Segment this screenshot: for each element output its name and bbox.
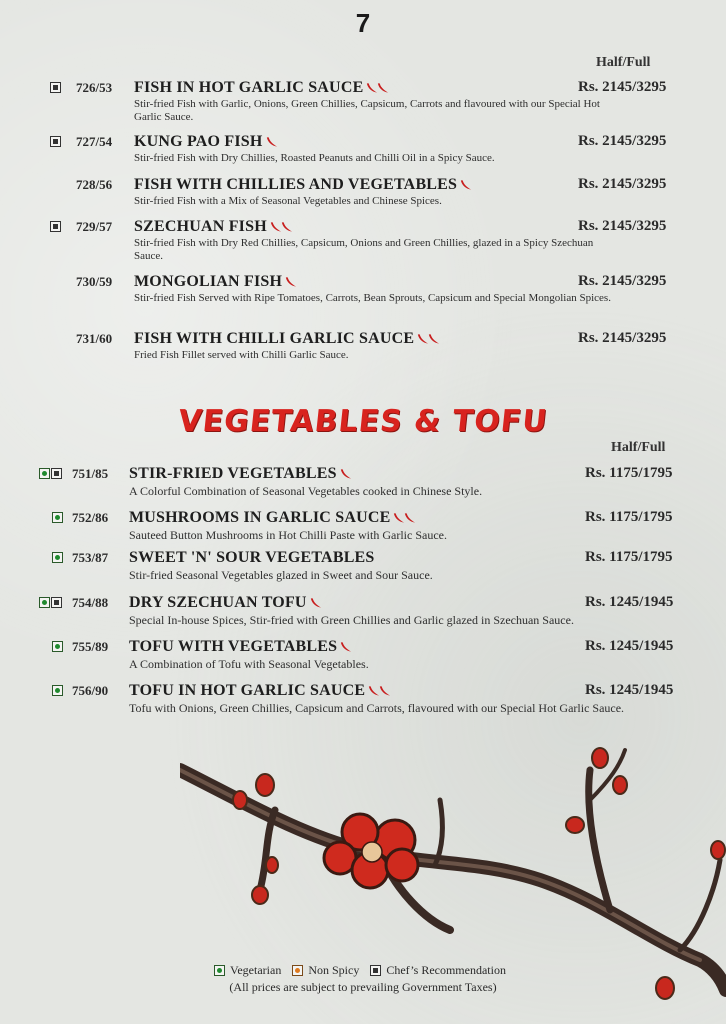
veg-half-full-header: Half/Full <box>611 440 666 455</box>
item-title: MONGOLIAN FISH <box>134 273 283 290</box>
item-price: Rs. 1175/1795 <box>585 465 673 481</box>
item-price: Rs. 1175/1795 <box>585 549 673 565</box>
item-price: Rs. 1175/1795 <box>585 509 673 525</box>
spicy-chili-icon <box>392 512 418 524</box>
item-description: Stir-fried Fish with Dry Chillies, Roasted Peanuts and Chilli Oil in a Spicy Sauce. <box>134 152 495 164</box>
item-code: 731/60 <box>76 331 113 346</box>
item-title: MUSHROOMS IN GARLIC SAUCE <box>129 509 391 526</box>
legend <box>0 963 726 995</box>
item-code: 727/54 <box>76 134 113 149</box>
spicy-chili-icon <box>284 276 298 288</box>
item-description: Fried Fish Fillet served with Chilli Garlic Sauce. <box>134 349 349 361</box>
item-price: Rs. 2145/3295 <box>578 176 667 192</box>
item-price: Rs. 1245/1945 <box>585 682 674 698</box>
item-description: Stir-fried Seasonal Vegetables glazed in Sweet and Sour Sauce. <box>129 568 433 582</box>
item-price: Rs. 2145/3295 <box>578 133 667 149</box>
vegetarian-icon <box>52 641 63 652</box>
item-code: 726/53 <box>76 80 113 95</box>
section-title-vegetables-tofu: VEGETABLES & TOFU <box>176 404 550 439</box>
item-title: STIR-FRIED VEGETABLES <box>129 465 337 482</box>
item-description: Stir-fried Fish with Garlic, Onions, Green Chillies, Capsicum, Carrots and flavoured with our Special Hot Garlic Sauce. <box>134 98 600 123</box>
item-title: TOFU IN HOT GARLIC SAUCE <box>129 682 366 699</box>
chef-recommendation-icon <box>50 221 61 232</box>
item-description: Stir-fried Fish with Dry Red Chillies, Capsicum, Onions and Green Chillies, glazed in a Spicy Szechuan Sauce. <box>134 237 594 262</box>
item-code: 756/90 <box>72 683 109 698</box>
item-description: Special In-house Spices, Stir-fried with Green Chillies and Garlic glazed in Szechuan Sauce. <box>129 613 574 627</box>
chef-recommendation-icon <box>51 468 62 479</box>
item-code: 751/85 <box>72 466 109 481</box>
tax-note: (All prices are subject to prevailing Government Taxes) <box>229 980 497 994</box>
item-description: Sauteed Button Mushrooms in Hot Chilli Paste with Garlic Sauce. <box>129 528 447 542</box>
legend-chef-recommendation: Chef’s Recommendation <box>386 963 506 977</box>
item-code: 755/89 <box>72 639 109 654</box>
item-description: Stir-fried Fish with a Mix of Seasonal Vegetables and Chinese Spices. <box>134 195 442 207</box>
fish-half-full-header: Half/Full <box>596 55 651 70</box>
item-code: 728/56 <box>76 177 113 192</box>
spicy-chili-icon <box>416 333 442 345</box>
spicy-chili-icon <box>367 685 393 697</box>
vegetarian-icon <box>52 685 63 696</box>
item-description: Stir-fried Fish Served with Ripe Tomatoes, Carrots, Bean Sprouts, Capsicum and Special Mongolian Spices. <box>134 292 611 304</box>
item-title: SZECHUAN FISH <box>134 218 267 235</box>
item-price: Rs. 1245/1945 <box>585 638 674 654</box>
item-price: Rs. 2145/3295 <box>578 79 667 95</box>
item-title: FISH WITH CHILLIES AND VEGETABLES <box>134 176 458 193</box>
spicy-chili-icon <box>265 136 279 148</box>
spicy-chili-icon <box>365 82 391 94</box>
item-price: Rs. 1245/1945 <box>585 594 674 610</box>
blossom-flower-icon <box>324 814 418 888</box>
page-number: 7 <box>355 8 371 38</box>
spicy-chili-icon <box>459 179 473 191</box>
item-code: 730/59 <box>76 274 113 289</box>
item-title: DRY SZECHUAN TOFU <box>129 594 307 611</box>
non-spicy-legend-icon <box>292 965 303 976</box>
item-title: SWEET 'N' SOUR VEGETABLES <box>129 549 375 566</box>
item-code: 753/87 <box>72 550 109 565</box>
vegetarian-legend-icon <box>214 965 225 976</box>
item-price: Rs. 2145/3295 <box>578 273 667 289</box>
item-price: Rs. 2145/3295 <box>578 330 667 346</box>
legend-non-spicy: Non Spicy <box>308 963 360 977</box>
spicy-chili-icon <box>339 641 353 653</box>
chef-recommendation-icon <box>51 597 62 608</box>
item-description: A Colorful Combination of Seasonal Vegetables cooked in Chinese Style. <box>129 484 483 498</box>
chef-recommendation-icon <box>50 136 61 147</box>
item-description: A Combination of Tofu with Seasonal Vegetables. <box>129 657 369 671</box>
item-title: TOFU WITH VEGETABLES <box>129 638 338 655</box>
item-code: 752/86 <box>72 510 109 525</box>
item-title: FISH WITH CHILLI GARLIC SAUCE <box>134 330 415 347</box>
spicy-chili-icon <box>309 597 323 609</box>
spicy-chili-icon <box>339 468 353 480</box>
vegetarian-icon <box>52 552 63 563</box>
item-price: Rs. 2145/3295 <box>578 218 667 234</box>
item-title: KUNG PAO FISH <box>134 133 263 150</box>
item-code: 754/88 <box>72 595 109 610</box>
vegetarian-icon <box>39 597 50 608</box>
item-code: 729/57 <box>76 219 113 234</box>
item-description: Tofu with Onions, Green Chillies, Capsicum and Carrots, flavoured with our Special Hot Garlic Sauce. <box>129 701 625 715</box>
vegetarian-icon <box>52 512 63 523</box>
item-title: FISH IN HOT GARLIC SAUCE <box>134 79 364 96</box>
chef-recommendation-icon <box>50 82 61 93</box>
legend-vegetarian: Vegetarian <box>230 963 282 977</box>
chef-recommendation-legend-icon <box>370 965 381 976</box>
spicy-chili-icon <box>269 221 295 233</box>
vegetarian-icon <box>39 468 50 479</box>
